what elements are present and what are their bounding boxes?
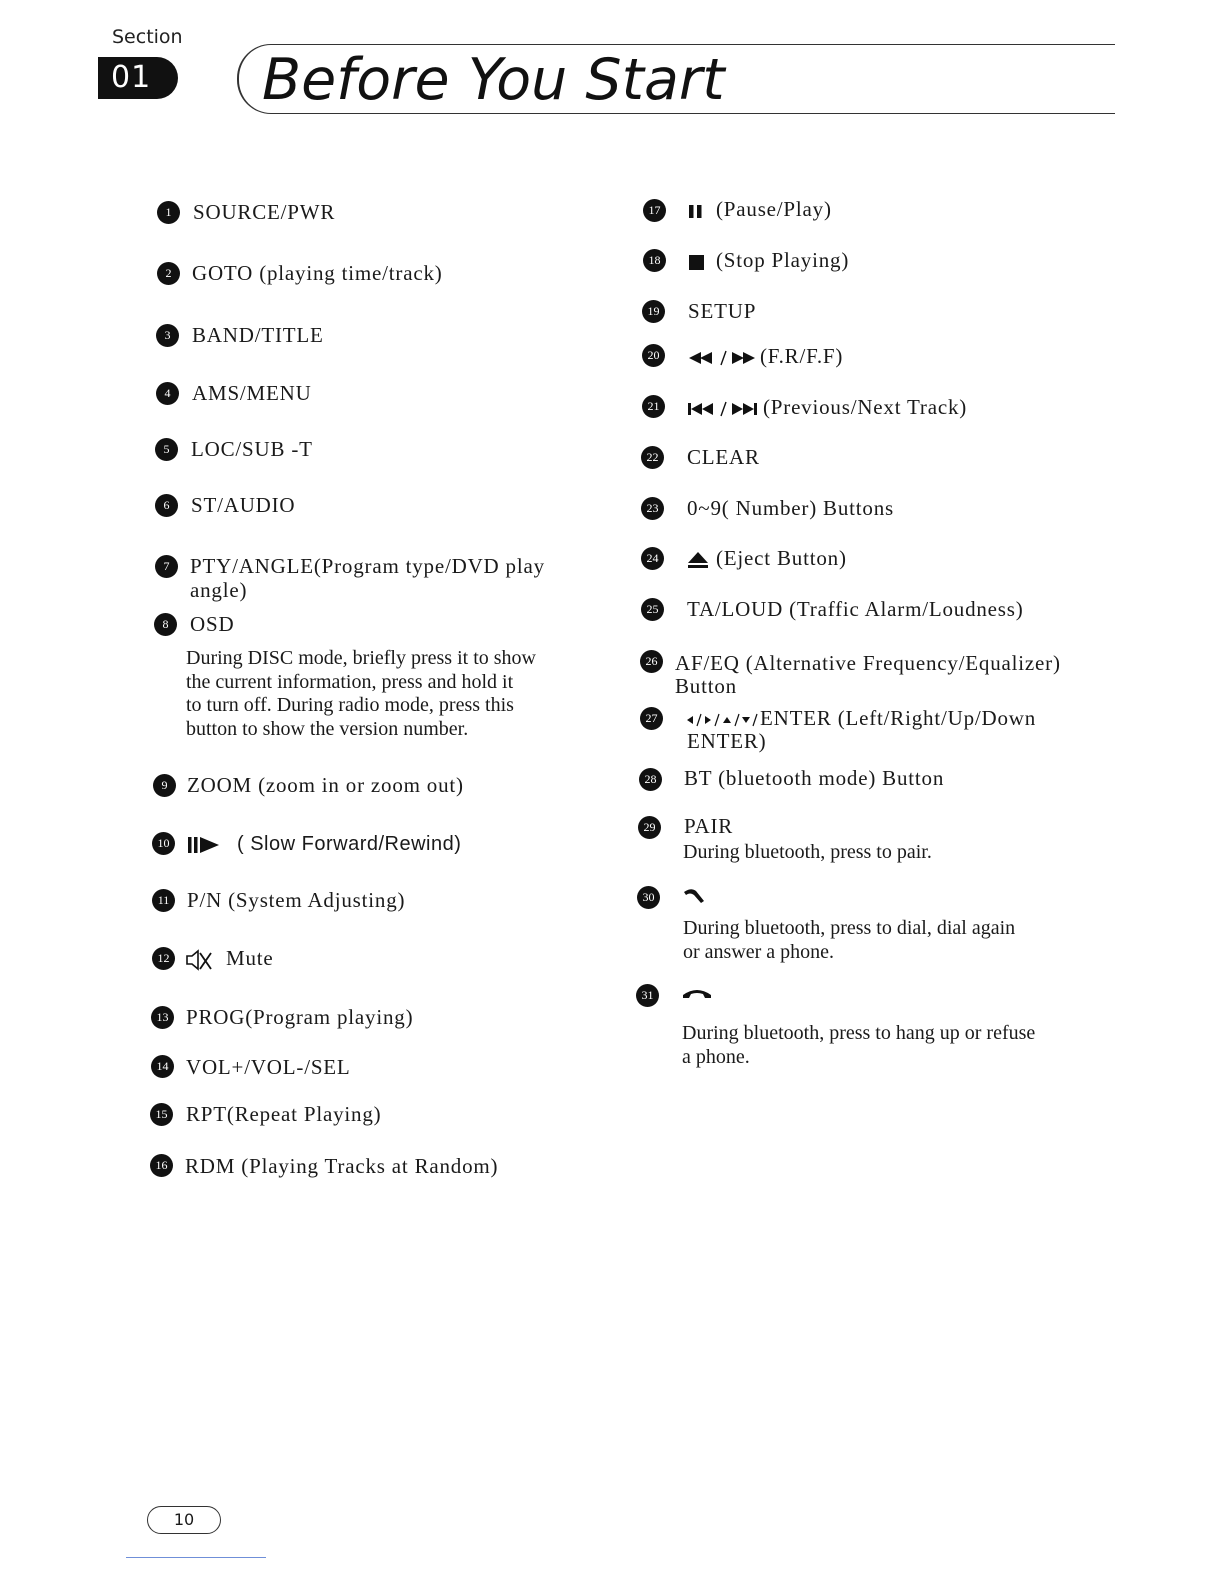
- item-number-badge: 19: [642, 300, 665, 323]
- item-label-row: [186, 947, 274, 971]
- item-label: SOURCE/PWR: [193, 200, 336, 224]
- item-number-badge: 30: [637, 886, 660, 909]
- footer-rule: [126, 1557, 266, 1558]
- item-number-badge: 18: [643, 249, 666, 272]
- item-label: (Pause/Play): [716, 197, 832, 221]
- item-label: AF/EQ (Alternative Frequency/Equalizer): [675, 651, 1061, 675]
- item-number-badge: 24: [641, 547, 664, 570]
- item-label: VOL+/VOL-/SEL: [186, 1055, 351, 1079]
- item-number-badge: 25: [641, 598, 664, 621]
- arrow-keys-icon: [686, 712, 758, 728]
- rewind-fast-forward-icon: [688, 349, 758, 367]
- item-number-badge: 21: [642, 395, 665, 418]
- item-number-badge: 29: [638, 816, 661, 839]
- section-number-badge: 01: [98, 57, 178, 99]
- item-label: GOTO (playing time/track): [192, 261, 443, 285]
- pause-icon: [688, 202, 704, 220]
- slow-forward-icon: [187, 835, 223, 855]
- item-number-badge: 3: [156, 324, 179, 347]
- item-number-badge: 8: [154, 613, 177, 636]
- item-label-row: [688, 345, 843, 368]
- stop-icon: [688, 253, 706, 271]
- item-label: ZOOM (zoom in or zoom out): [187, 773, 464, 797]
- call-icon: [682, 886, 708, 906]
- item-number-badge: 12: [152, 947, 175, 970]
- item-label-continued: angle): [190, 578, 248, 602]
- item-number-badge: 1: [157, 201, 180, 224]
- item-number-badge: 16: [150, 1154, 173, 1177]
- item-label: (F.R/F.F): [760, 344, 844, 368]
- item-number-badge: 15: [150, 1103, 173, 1126]
- item-label-row: [688, 198, 832, 221]
- item-label-row: [688, 249, 849, 272]
- item-label-row: [686, 547, 847, 570]
- item-label-row: [187, 832, 461, 856]
- item-number-badge: 4: [156, 382, 179, 405]
- item-number-badge: 31: [636, 984, 659, 1007]
- item-description: During bluetooth, press to hang up or refuse a phone.: [682, 1022, 1036, 1068]
- item-label: (Stop Playing): [716, 248, 850, 272]
- item-description: During bluetooth, press to pair.: [683, 841, 932, 863]
- item-number-badge: 23: [641, 497, 664, 520]
- item-label-row: [687, 396, 967, 419]
- item-label: AMS/MENU: [192, 381, 312, 405]
- item-number-badge: 28: [639, 768, 662, 791]
- item-label: BAND/TITLE: [192, 323, 324, 347]
- item-number-badge: 13: [151, 1006, 174, 1029]
- item-label-row: [686, 707, 1036, 730]
- item-label: (Eject Button): [716, 546, 847, 570]
- eject-icon: [686, 550, 710, 570]
- item-description: During DISC mode, briefly press it to show the current information, press and hold it to turn off. During radio mode, press this button to show the version number.: [186, 647, 536, 740]
- item-number-badge: 22: [641, 446, 664, 469]
- item-label: BT (bluetooth mode) Button: [684, 766, 945, 790]
- item-label: PROG(Program playing): [186, 1005, 414, 1029]
- item-label: OSD: [190, 612, 235, 636]
- item-number-badge: 26: [640, 650, 663, 673]
- item-number-badge: 9: [153, 774, 176, 797]
- item-number-badge: 20: [642, 344, 665, 367]
- item-description: During bluetooth, press to dial, dial again or answer a phone.: [683, 917, 1016, 963]
- item-number-badge: 11: [152, 889, 175, 912]
- item-label: 0~9( Number) Buttons: [687, 496, 895, 520]
- item-number-badge: 14: [151, 1055, 174, 1078]
- item-label: CLEAR: [687, 445, 760, 469]
- item-label: TA/LOUD (Traffic Alarm/Loudness): [687, 597, 1024, 621]
- item-label-continued: Button: [675, 674, 737, 698]
- hang-up-icon: [681, 985, 713, 1001]
- item-label: RDM (Playing Tracks at Random): [185, 1154, 499, 1178]
- item-label: ( Slow Forward/Rewind): [237, 833, 462, 855]
- item-label: PAIR: [684, 814, 734, 838]
- item-label: SETUP: [688, 299, 757, 323]
- item-number-badge: 10: [152, 832, 175, 855]
- item-label: P/N (System Adjusting): [187, 888, 406, 912]
- item-number-badge: 6: [155, 494, 178, 517]
- item-label: LOC/SUB -T: [191, 437, 313, 461]
- item-number-badge: 7: [155, 555, 178, 578]
- item-label: PTY/ANGLE(Program type/DVD play: [190, 554, 545, 578]
- section-label: Section: [112, 26, 183, 48]
- item-label: ENTER (Left/Right/Up/Down: [760, 706, 1037, 730]
- item-number-badge: 27: [640, 707, 663, 730]
- item-label: RPT(Repeat Playing): [186, 1102, 382, 1126]
- item-number-badge: 5: [155, 438, 178, 461]
- item-label: (Previous/Next Track): [763, 395, 968, 419]
- item-number-badge: 17: [643, 199, 666, 222]
- previous-next-track-icon: [687, 400, 761, 418]
- mute-icon: [186, 949, 212, 971]
- item-number-badge: 2: [157, 262, 180, 285]
- item-label: Mute: [226, 946, 274, 970]
- page-number: 10: [147, 1506, 221, 1534]
- item-label-continued: ENTER): [687, 729, 767, 753]
- page-title: Before You Start: [262, 47, 725, 113]
- item-label: ST/AUDIO: [191, 493, 296, 517]
